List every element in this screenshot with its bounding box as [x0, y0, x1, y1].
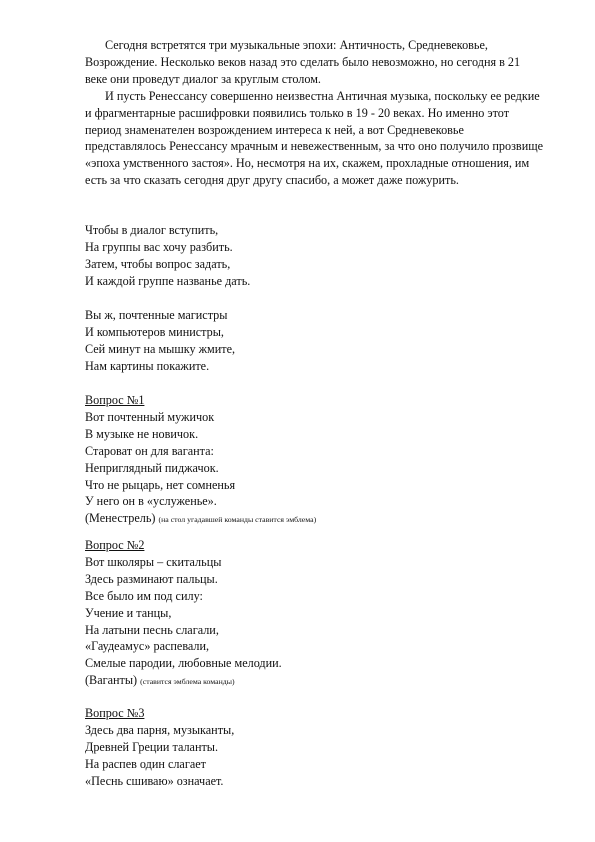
stanza-line: Вы ж, почтенные магистры — [85, 308, 228, 322]
verse-line: Здесь два парня, музыканты, — [85, 722, 235, 737]
verse-line: Здесь разминают пальцы. — [85, 571, 218, 586]
verse-line: Древней Греции таланты. — [85, 739, 219, 754]
stanza-line: Нам картины покажите. — [85, 358, 210, 373]
verse-line: «Песнь сшиваю» означает. — [85, 773, 224, 788]
verse-line: В музыке не новичок. — [85, 426, 199, 441]
question-1-heading: Вопрос №1 — [85, 393, 145, 407]
question-2 — [85, 537, 282, 691]
intro-paragraph-1: Сегодня встретятся три музыкальные эпохи: Античность, Средневековье, Возрождение. Несколько веков назад это сделать было невозможно, но сегодня в 21 веке они проведут диалог за круглым столом. — [85, 38, 521, 86]
question-3-heading: Вопрос №3 — [85, 706, 145, 720]
verse-line: На распев один слагает — [85, 756, 206, 771]
answer-note: (ставится эмблема команды) — [140, 677, 235, 687]
verse-line: Староват он для ваганта: — [85, 443, 214, 458]
stanza-line: И компьютеров министры, — [85, 324, 224, 339]
question-2-heading: Вопрос №2 — [85, 538, 145, 552]
verse-line: Все было им под силу: — [85, 588, 203, 603]
verse-line: Вот почтенный мужичок — [85, 409, 215, 424]
answer-line — [85, 672, 282, 691]
verse-line: Что не рыцарь, нет сомненья — [85, 477, 236, 492]
question-1 — [85, 392, 316, 529]
stanza-line: Сей минут на мышку жмите, — [85, 341, 236, 356]
stanza-line: Затем, чтобы вопрос задать, — [85, 256, 231, 271]
stanza-magisters — [85, 307, 235, 375]
answer-line — [85, 510, 316, 529]
verse-line: У него он в «услуженье». — [85, 494, 217, 509]
stanza-groups — [85, 222, 250, 290]
answer-text: (Менестрель) — [85, 511, 156, 526]
stanza-line: Чтобы в диалог вступить, — [85, 223, 219, 237]
intro-section — [85, 37, 545, 189]
stanza-line: На группы вас хочу разбить. — [85, 239, 233, 254]
verse-line: Вот школяры – скитальцы — [85, 554, 222, 569]
stanza-line: И каждой группе названье дать. — [85, 273, 251, 288]
answer-note: (на стол угадавшей команды ставится эмблема) — [158, 515, 317, 525]
answer-text: (Ваганты) — [85, 673, 138, 688]
verse-line: «Гаудеамус» распевали, — [85, 639, 210, 654]
verse-line: Смелые пародии, любовные мелодии. — [85, 656, 282, 671]
verse-line: Учение и танцы, — [85, 605, 172, 620]
verse-line: На латыни песнь слагали, — [85, 622, 219, 637]
intro-paragraph-2: И пусть Ренессансу совершенно неизвестна Античная музыка, поскольку ее редкие и фрагментарные расшифровки появились только в 19 - 20 веках. Но именно этот период знаменателен возрождением интереса к ней, а вот Средневековье представлялось Ренессансу мрачным и невежественным, за что оно получило прозвище «эпоха умственного застоя». Но, несмотря на их, скажем, прохладные отношения, им есть за что сказать сегодня друг другу спасибо, а может даже пожурить. — [85, 88, 544, 188]
question-3 — [85, 705, 234, 790]
verse-line: Неприглядный пиджачок. — [85, 460, 219, 475]
